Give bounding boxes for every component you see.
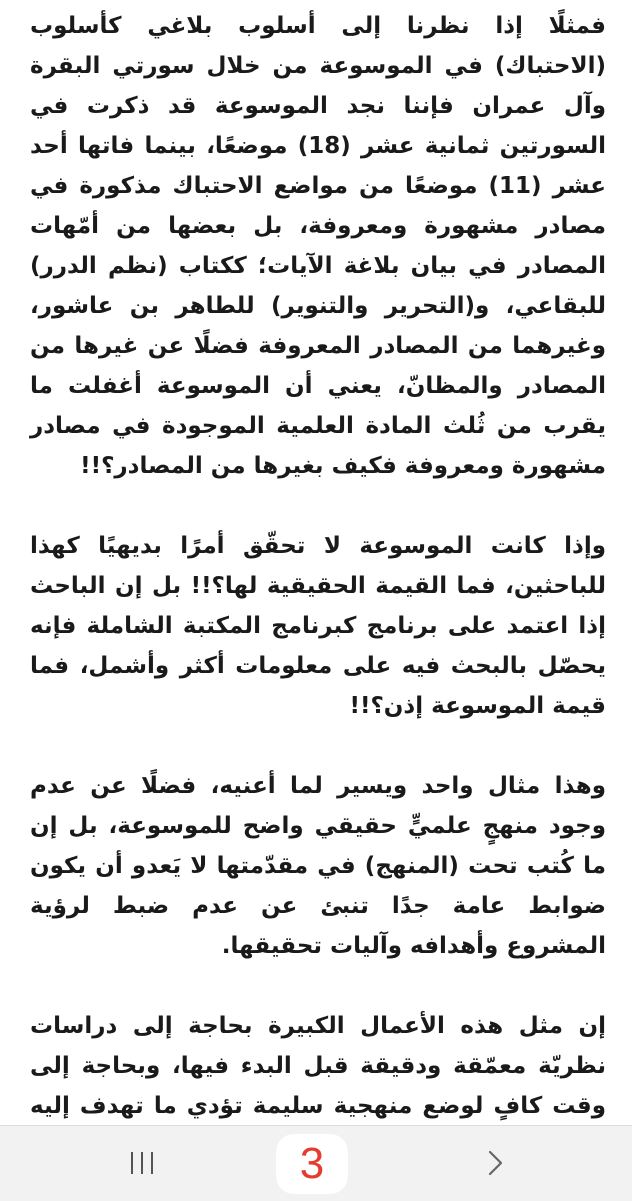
paragraph-spacer — [30, 726, 606, 766]
menu-line — [131, 1152, 133, 1174]
bottom-navigation-bar — [0, 1125, 632, 1201]
menu-lines-icon[interactable] — [126, 1148, 158, 1178]
menu-line — [151, 1152, 153, 1174]
menu-line — [141, 1152, 143, 1174]
chevron-right-icon[interactable] — [480, 1148, 510, 1178]
paragraph: إن مثل هذه الأعمال الكبيرة بحاجة إلى دراسات نظريّة معمّقة ودقيقة قبل البدء فيها، وبحاجة إلى وقت كافٍ لوضع منهجية سليمة تؤدي ما تهدف إليه — [30, 1013, 606, 1119]
paragraph-spacer — [30, 486, 606, 526]
paragraph: وإذا كانت الموسوعة لا تحقّق أمرًا بديهيًا كهذا للباحثين، فما القيمة الحقيقية لها؟!! بل إن الباحث إذا اعتمد على برنامج كبرنامج المكتبة الشاملة فإنه يحصّل بالبحث فيه على معلومات أكثر وأشمل، فما قيمة الموسوعة إذن؟!! — [30, 533, 606, 719]
paragraph: فمثلًا إذا نظرنا إلى أسلوب بلاغي كأسلوب (الاحتباك) في الموسوعة من خلال سورتي البقرة وآل عمران فإننا نجد الموسوعة قد ذكرت في السورتين ثمانية عشر (18) موضعًا، بينما فاتها أحد عشر (11) موضعًا من مواضع الاحتباك مذكورة في مصادر مشهورة ومعروفة، بل بعضها من أمّهات المصادر في بيان بلاغة الآيات؛ ككتاب (نظم الدرر) للبقاعي، و(التحرير والتنوير) للطاهر بن عاشور، وغيرهما من المصادر المعروفة فضلًا عن غيرها من المصادر والمظانّ، يعني أن الموسوعة أغفلت ما يقرب من ثُلث المادة العلمية الموجودة في مصادر مشهورة ومعروفة فكيف بغيرها من المصادر؟!! — [30, 13, 606, 479]
page-number-button[interactable] — [276, 1134, 348, 1194]
page-number: 3 — [299, 1139, 325, 1188]
paragraph: وهذا مثال واحد ويسير لما أعنيه، فضلًا عن عدم وجود منهجٍ علميٍّ حقيقي واضح للموسوعة، بل إن ما كُتب تحت (المنهج) في مقدّمتها لا يَعدو أن يكون ضوابط عامة جدًا تنبئ عن عدم ضبط لرؤية المشروع وأهدافه وآليات تحقيقها. — [30, 773, 606, 959]
paragraph-spacer — [30, 966, 606, 1006]
